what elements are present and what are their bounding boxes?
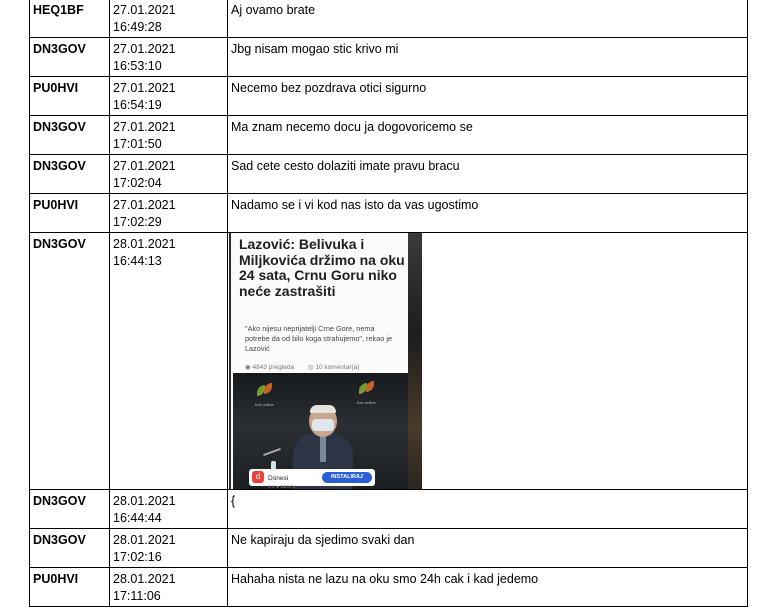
timestamp	[110, 116, 228, 155]
message: Sad cete cesto dolaziti imate pravu bracu	[228, 155, 748, 194]
phone-screenshot-image	[229, 233, 422, 489]
table-row-image	[30, 233, 748, 490]
timestamp	[110, 0, 228, 38]
app-name: Donesi	[268, 475, 289, 482]
date: 28.01.2021	[113, 494, 176, 508]
sponsor-logo-icon: free online	[359, 381, 375, 403]
app-ad-banner	[249, 469, 375, 489]
date: 27.01.2021	[113, 42, 176, 56]
message: Nadamo se i vi kod nas isto da vas ugostimo	[228, 194, 748, 233]
timestamp	[110, 155, 228, 194]
user-id: DN3GOV	[30, 38, 110, 77]
user-id: DN3GOV	[30, 529, 110, 568]
table-row	[30, 529, 748, 568]
article-headline: Lazović: Belivuka i Miljkovića držimo na oku 24 sata, Crnu Goru niko neće zastrašiti	[239, 236, 405, 299]
microphone-icon	[263, 448, 281, 456]
message: Ne kapiraju da sjedimo svaki dan	[228, 529, 748, 568]
message: Ma znam necemo docu ja dogovoricemo se	[228, 116, 748, 155]
user-id: PU0HVI	[30, 77, 110, 116]
timestamp	[110, 77, 228, 116]
date: 27.01.2021	[113, 159, 176, 173]
date: 27.01.2021	[113, 3, 176, 17]
install-button: INSTALIRAJ	[322, 472, 372, 483]
timestamp	[110, 490, 228, 529]
date: 28.01.2021	[113, 533, 176, 547]
sponsor-logo-icon: free online	[257, 383, 273, 405]
time: 16:49:28	[113, 20, 162, 34]
table-row	[30, 77, 748, 116]
news-article-screen	[231, 233, 408, 489]
user-id: DN3GOV	[30, 116, 110, 155]
time: 17:01:50	[113, 137, 162, 151]
date: 27.01.2021	[113, 81, 176, 95]
time: 16:44:13	[113, 254, 162, 268]
time: 16:44:44	[113, 511, 162, 525]
chat-log-table	[29, 0, 748, 607]
time: 16:53:10	[113, 59, 162, 73]
user-id: DN3GOV	[30, 233, 110, 490]
user-id: PU0HVI	[30, 568, 110, 607]
user-id: DN3GOV	[30, 155, 110, 194]
message: Necemo bez pozdrava otici sigurno	[228, 77, 748, 116]
date: 28.01.2021	[113, 572, 176, 586]
timestamp	[110, 568, 228, 607]
user-id: DN3GOV	[30, 490, 110, 529]
time: 17:11:06	[113, 589, 161, 603]
date: 27.01.2021	[113, 198, 176, 212]
table-row	[30, 155, 748, 194]
user-id: PU0HVI	[30, 194, 110, 233]
comments-count: ◎ 10 komentar(a)	[307, 364, 360, 371]
timestamp	[110, 194, 228, 233]
phone-edge	[408, 233, 422, 489]
table-row	[30, 38, 748, 77]
user-id: HEQ1BF	[30, 0, 110, 38]
article-quote: "Ako nijesu neprijatelji Crne Gore, nema potrebe da od bilo koga strahujemo", rekao je Lazović	[245, 324, 392, 353]
time: 17:02:29	[113, 215, 162, 229]
table-row	[30, 116, 748, 155]
date: 28.01.2021	[113, 237, 176, 251]
app-logo-icon: d	[252, 471, 264, 483]
table-row	[30, 568, 748, 607]
message: {	[228, 490, 748, 529]
message: Aj ovamo brate	[228, 0, 748, 38]
time: 16:54:19	[113, 98, 162, 112]
views-count: ◉ 4843 pregleda	[245, 364, 295, 371]
date: 27.01.2021	[113, 120, 176, 134]
time: 17:02:16	[113, 550, 162, 564]
message: Hahaha nista ne lazu na oku smo 24h cak i kad jedemo	[228, 568, 748, 607]
time: 17:02:04	[113, 176, 162, 190]
timestamp	[110, 38, 228, 77]
message-attachment	[228, 233, 748, 490]
timestamp	[110, 529, 228, 568]
timestamp	[110, 233, 228, 490]
table-row	[30, 490, 748, 529]
table-row	[30, 0, 748, 38]
table-row	[30, 194, 748, 233]
app-rating: 4.4 ★ BESPL	[268, 484, 296, 489]
message: Jbg nisam mogao stic krivo mi	[228, 38, 748, 77]
